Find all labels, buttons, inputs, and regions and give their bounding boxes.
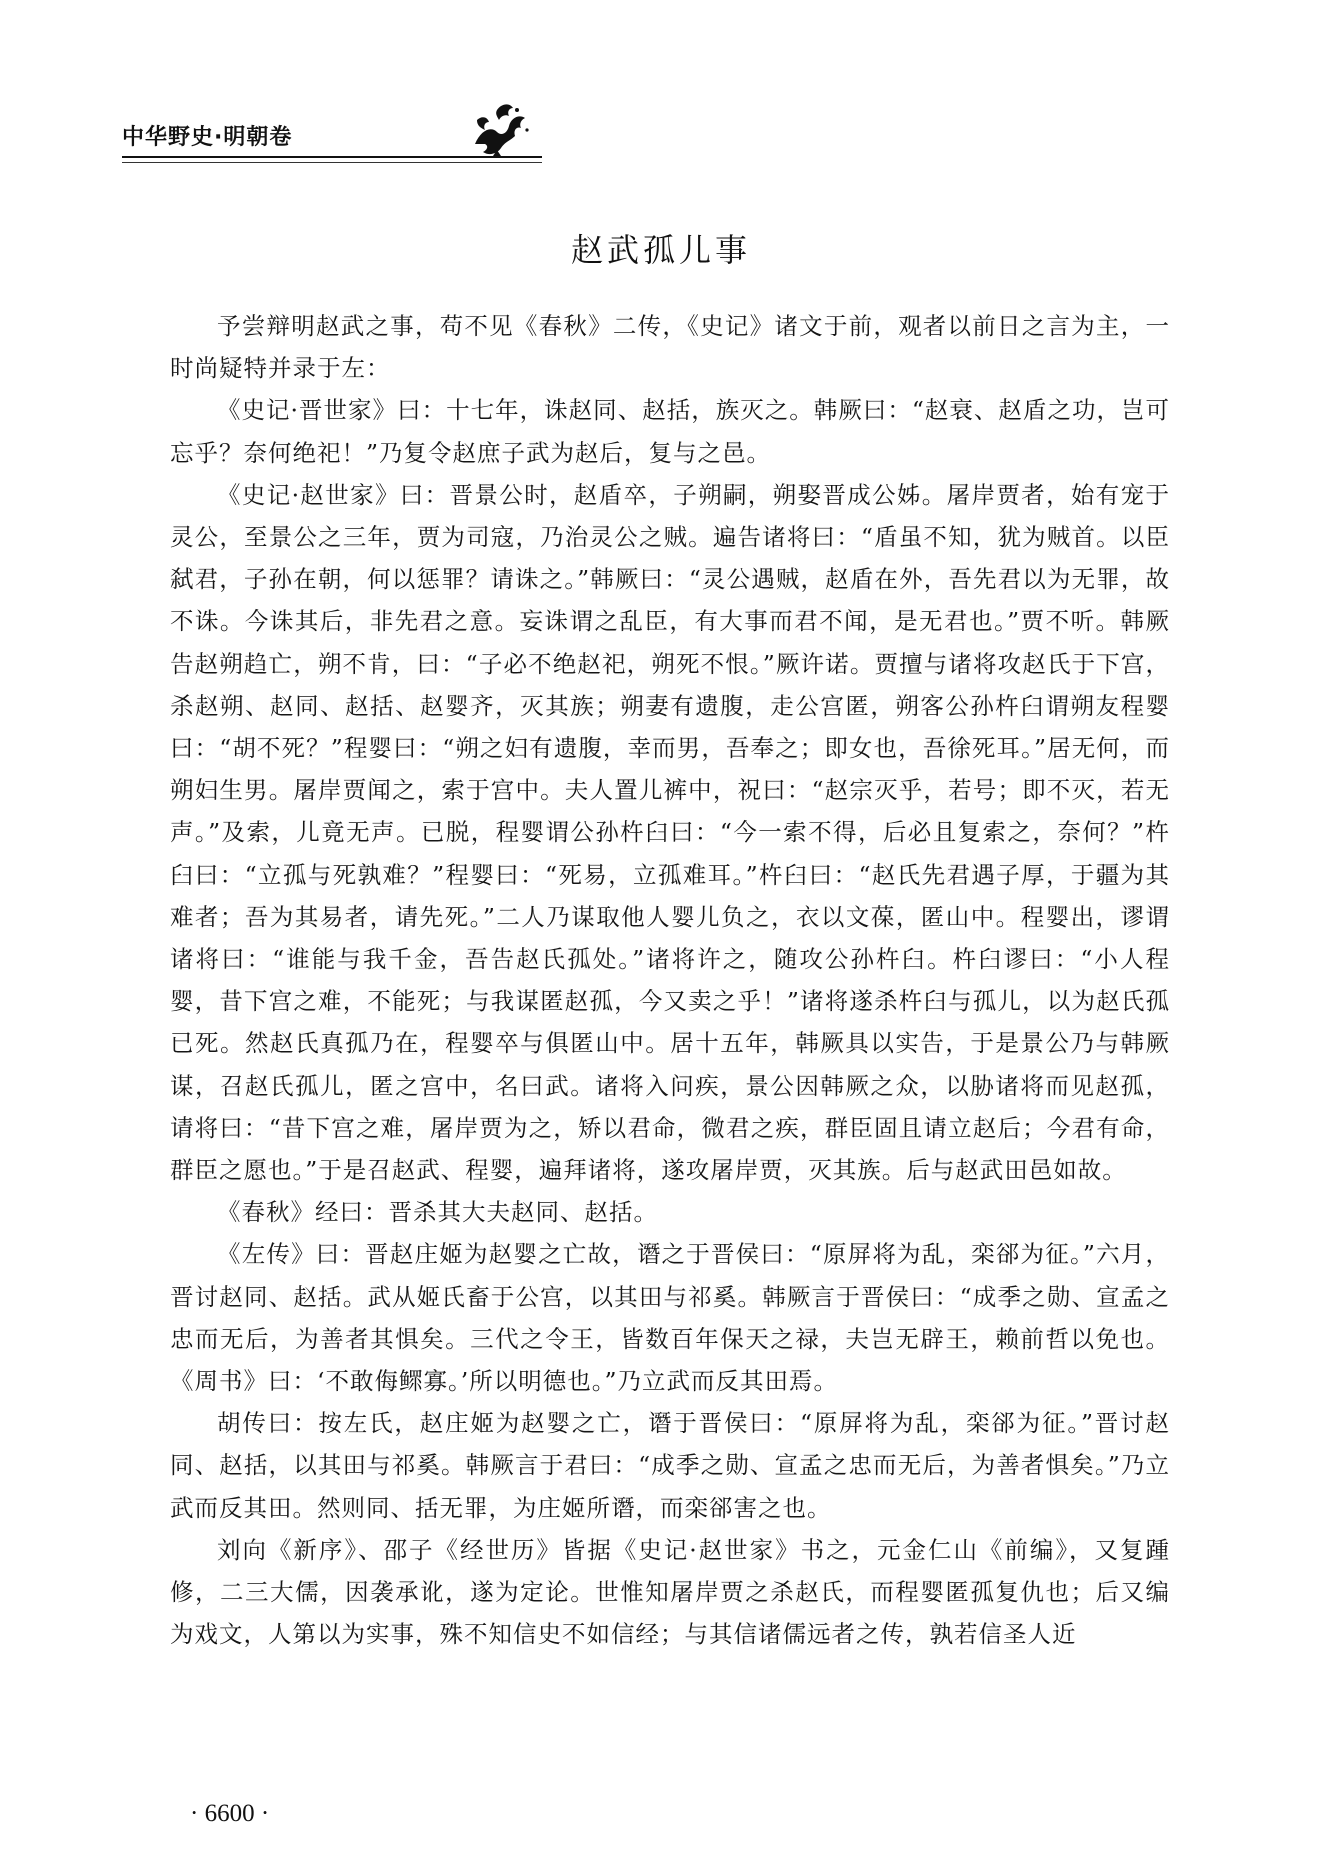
header-rule (122, 156, 542, 158)
paragraph: 《史记·晋世家》曰：十七年，诛赵同、赵括，族灭之。韩厥曰：“赵衰、赵盾之功，岂可忘乎？奈何绝祀！”乃复令赵庶子武为赵后，复与之邑。 (170, 396, 1170, 467)
article-body (170, 305, 1170, 1656)
paragraph: 胡传曰：按左氏，赵庄姬为赵婴之亡，谮于晋侯曰：“原屏将为乱，栾郤为征。”晋讨赵同、赵括，以其田与祁奚。韩厥言于君曰：“成季之勋、宣孟之忠而无后，为善者惧矣。”乃立武而反其田。然则同、括无罪，为庄姬所谮，而栾郤害之也。 (170, 1409, 1170, 1522)
article-title: 赵武孤儿事 (570, 231, 751, 269)
running-header-title: 中华野史·明朝卷 (122, 125, 293, 150)
header-rule-thin (122, 162, 542, 163)
paragraph: 《春秋》经曰：晋杀其大夫赵同、赵括。 (217, 1198, 658, 1227)
paragraph: 予尝辩明赵武之事，苟不见《春秋》二传，《史记》诸文于前，观者以前日之言为主，一时尚疑特并录于左： (170, 312, 1170, 383)
dragon-emblem-icon (467, 100, 533, 160)
paragraph: 《左传》曰：晋赵庄姬为赵婴之亡故，谮之于晋侯曰：“原屏将为乱，栾郤为征。”六月，晋讨赵同、赵括。武从姬氏畜于公宫，以其田与祁奚。韩厥言于晋侯曰：“成季之勋、宣孟之忠而无后，为善者其惧矣。三代之令王，皆数百年保天之禄，夫岂无辟王，赖前哲以免也。《周书》曰：‘不敢侮鳏寡。’所以明德也。”乃立武而反其田焉。 (170, 1240, 1170, 1396)
page-number: · 6600 · (190, 1800, 270, 1827)
paragraph: 《史记·赵世家》曰：晋景公时，赵盾卒，子朔嗣，朔娶晋成公姊。屠岸贾者，始有宠于灵公，至景公之三年，贾为司寇，乃治灵公之贼。遍告诸将曰：“盾虽不知，犹为贼首。以臣弑君，子孙在朝，何以惩罪？请诛之。”韩厥曰：“灵公遇贼，赵盾在外，吾先君以为无罪，故不诛。今诛其后，非先君之意。妄诛谓之乱臣，有大事而君不闻，是无君也。”贾不听。韩厥告赵朔趋亡，朔不肯，曰：“子必不绝赵祀，朔死不恨。”厥许诺。贾擅与诸将攻赵氏于下宫，杀赵朔、赵同、赵括、赵婴齐，灭其族；朔妻有遗腹，走公宫匿，朔客公孙杵臼谓朔友程婴曰：“胡不死？”程婴曰：“朔之妇有遗腹，幸而男，吾奉之；即女也，吾徐死耳。”居无何，而朔妇生男。屠岸贾闻之，索于宫中。夫人置儿裤中，祝曰：“赵宗灭乎，若号；即不灭，若无声。”及索，儿竟无声。已脱，程婴谓公孙杵臼曰：“今一索不得，后必且复索之，奈何？”杵臼曰：“立孤与死孰难？”程婴曰：“死易，立孤难耳。”杵臼曰：“赵氏先君遇子厚，于疆为其难者；吾为其易者，请先死。”二人乃谋取他人婴儿负之，衣以文葆，匿山中。程婴出，谬谓诸将曰：“谁能与我千金，吾告赵氏孤处。”诸将许之，随攻公孙杵臼。杵臼谬曰：“小人程婴，昔下宫之难，不能死；与我谋匿赵孤，今又卖之乎！”诸将遂杀杵臼与孤儿，以为赵氏孤已死。然赵氏真孤乃在，程婴卒与俱匿山中。居十五年，韩厥具以实告，于是景公乃与韩厥谋，召赵氏孤儿，匿之宫中，名曰武。诸将入问疾，景公因韩厥之众，以胁诸将而见赵孤，请将曰：“昔下宫之难，屠岸贾为之，矫以君命，微君之疾，群臣固且请立赵后；今君有命，群臣之愿也。”于是召赵武、程婴，遍拜诸将，遂攻屠岸贾，灭其族。后与赵武田邑如故。 (170, 480, 1170, 1185)
paragraph: 刘向《新序》、邵子《经世历》皆据《史记·赵世家》书之，元金仁山《前编》，又复踵修，二三大儒，因袭承讹，遂为定论。世惟知屠岸贾之杀赵氏，而程婴匿孤复仇也；后又编为戏文，人第以为实事，殊不知信史不如信经；与其信诸儒远者之传，孰若信圣人近 (170, 1535, 1170, 1649)
running-header (122, 96, 542, 168)
